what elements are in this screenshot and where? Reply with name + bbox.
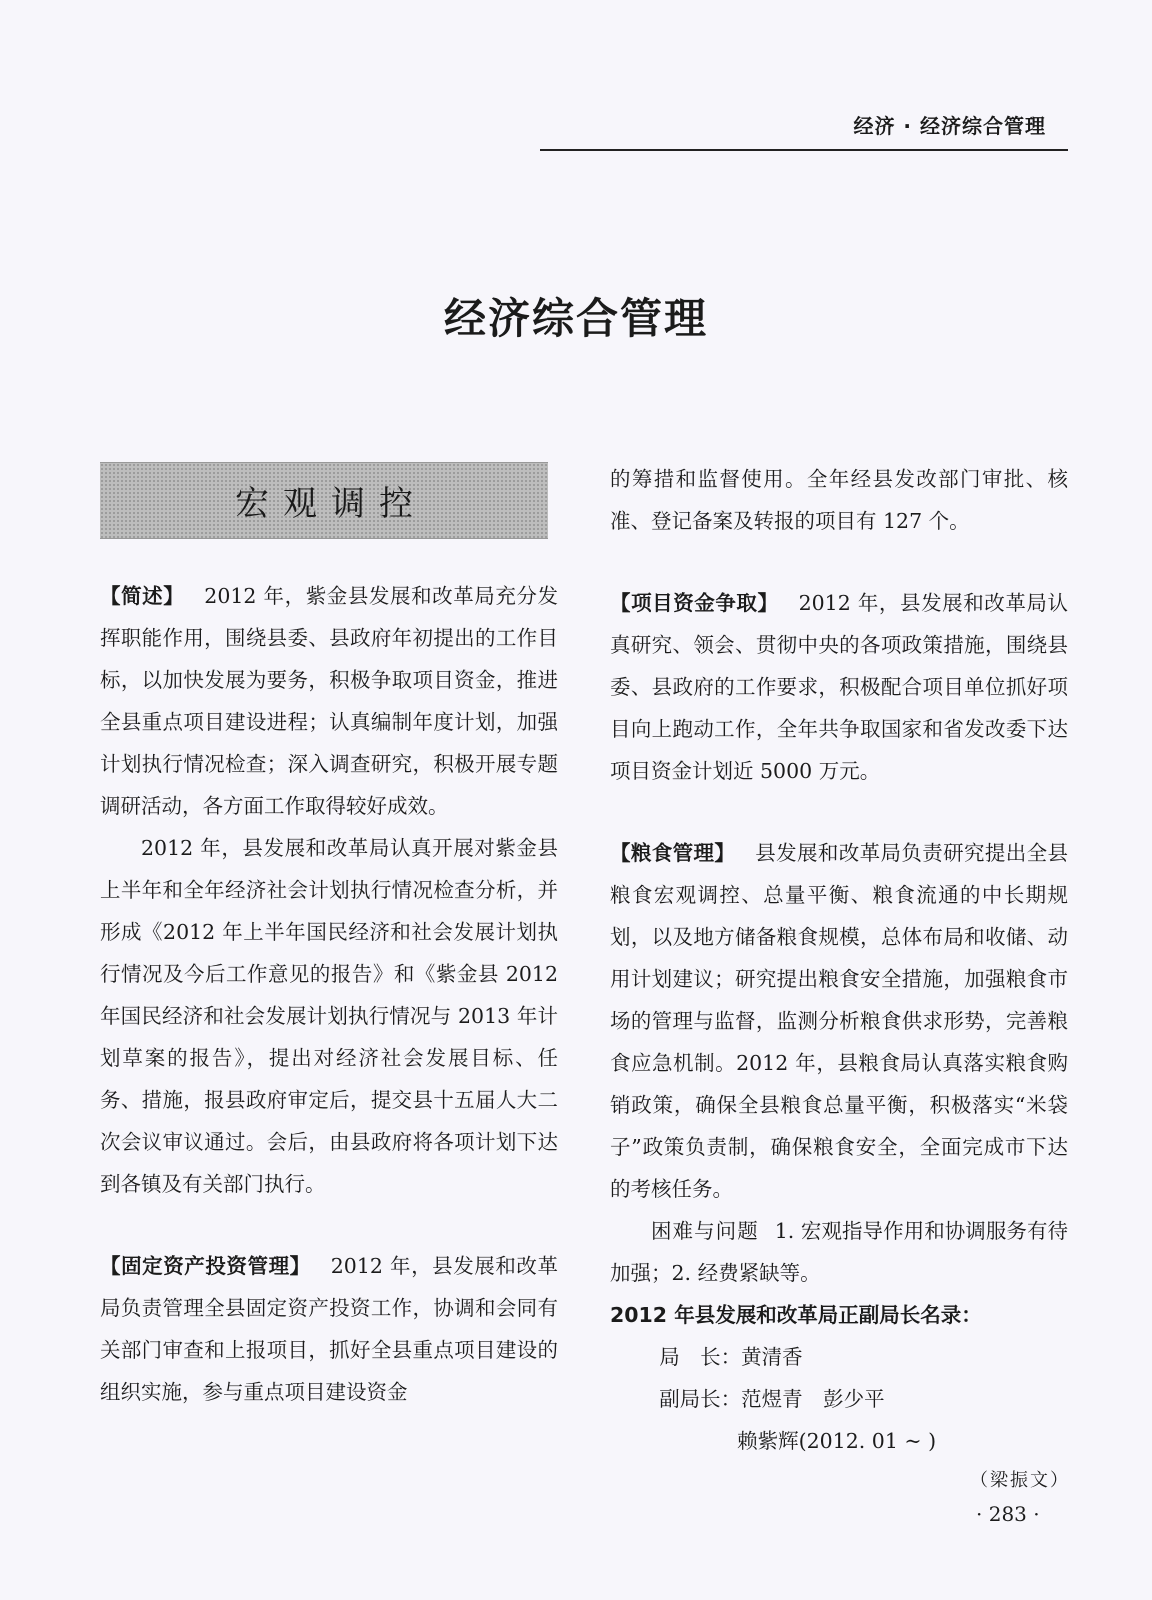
roster-deputy-2: 赖紫辉(2012. 01 ~ ) [737, 1429, 937, 1453]
plan-check-paragraph: 2012 年，县发展和改革局认真开展对紫金县上半年和全年经济社会计划执行情况检查分析，并形成《2012 年上半年国民经济和社会发展计划执行情况及今后工作意见的报告》和《紫金县 2012 年国民经济和社会发展计划执行情况与 2013 年计划草案的报告》，提出对经济社会发展目标、任务、措施，报县政府审定后，提交县十五届人大二次会议审议通过。会后，由县政府将各项计划下达到各镇及有关部门执行。 [100, 836, 558, 1196]
right-column [610, 458, 1068, 1462]
fixed-asset-paragraph [100, 1245, 558, 1413]
summary-paragraph [100, 575, 558, 827]
section-title: 宏观调控 [235, 484, 427, 524]
roster-director: 局 长：黄清香 [659, 1345, 803, 1369]
roster-title: 2012 年县发展和改革局正副局长名录： [610, 1303, 982, 1327]
continued-paragraph: 的筹措和监督使用。全年经县发改部门审批、核准、登记备案及转报的项目有 127 个。 [610, 467, 1068, 533]
page-title: 经济综合管理 [443, 294, 708, 343]
project-fund-paragraph [610, 582, 1068, 792]
fixed-asset-text: 2012 年，县发展和改革局负责管理全县固定资产投资工作，协调和会同有关部门审查和上报项目，抓好全县重点项目建设的组织实施，参与重点项目建设资金 [100, 1254, 559, 1404]
summary-label: 【简述】 [100, 584, 185, 608]
header-rule [540, 149, 1068, 151]
grain-text: 县发展和改革局负责研究提出全县粮食宏观调控、总量平衡、粮食流通的中长期规划，以及地方储备粮食规模，总体布局和收储、动用计划建议；研究提出粮食安全措施，加强粮食市场的管理与监督，监测分析粮食供求形势，完善粮食应急机制。2012 年，县粮食局认真落实粮食购销政策，确保全县粮食总量平衡，积极落实“米袋子”政策负责制，确保粮食安全，全面完成市下达的考核任务。 [610, 841, 1068, 1201]
fixed-asset-label: 【固定资产投资管理】 [100, 1254, 311, 1278]
difficulty-label: 困难与问题 [651, 1219, 759, 1243]
difficulty-text: 1. 宏观指导作用和协调服务有待加强；2. 经费紧缺等。 [610, 1219, 1069, 1285]
roster-deputy: 副局长：范煜青 彭少平 [659, 1387, 885, 1411]
grain-paragraph [610, 832, 1068, 1210]
grain-label: 【粮食管理】 [610, 841, 736, 865]
author-byline: （梁振文） [970, 1470, 1070, 1491]
running-header: 经济 · 经济综合管理 [853, 114, 1046, 138]
project-fund-text: 2012 年，县发展和改革局认真研究、领会、贯彻中央的各项政策措施，围绕县委、县政府的工作要求，积极配合项目单位抓好项目向上跑动工作，全年共争取国家和省发改委下达项目资金计划近 5000 万元。 [610, 591, 1069, 783]
summary-text: 2012 年，紫金县发展和改革局充分发挥职能作用，围绕县委、县政府年初提出的工作目标，以加快发展为要务，积极争取项目资金，推进全县重点项目建设进程；认真编制年度计划，加强计划执行情况检查；深入调查研究，积极开展专题调研活动，各方面工作取得较好成效。 [100, 584, 559, 818]
left-column [100, 575, 558, 1413]
project-fund-label: 【项目资金争取】 [610, 591, 779, 615]
difficulty-paragraph [610, 1210, 1068, 1294]
section-title-box [100, 462, 548, 539]
page-number: · 283 · [976, 1502, 1040, 1526]
